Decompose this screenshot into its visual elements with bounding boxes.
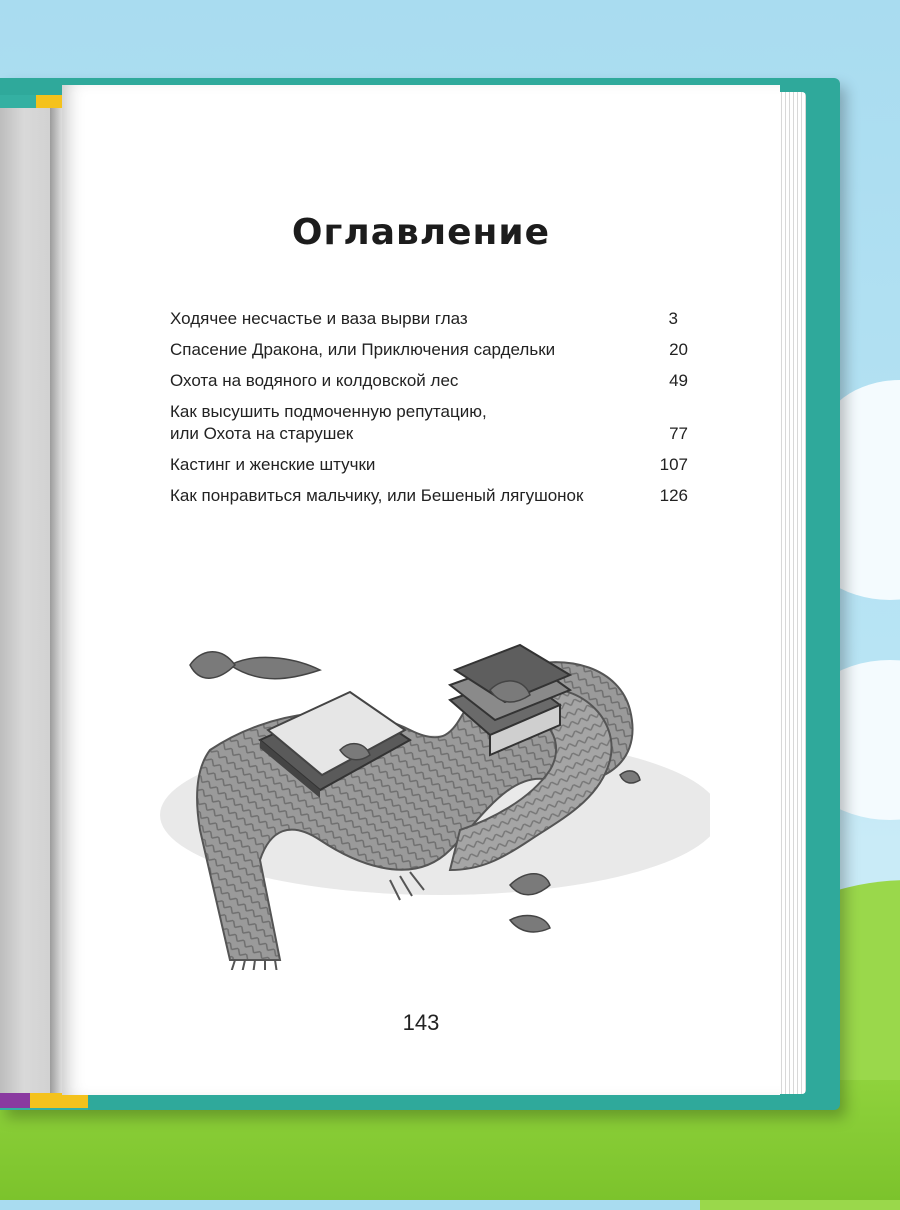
toc-entry-title: Спасение Дракона, или Приключения сардельки [170, 340, 556, 359]
toc-entry[interactable] [170, 308, 698, 330]
toc-entry-title: Кастинг и женские штучки [170, 455, 376, 474]
table-of-contents [170, 308, 698, 516]
toc-entry-page: 126 [659, 486, 688, 505]
toc-entry[interactable] [170, 339, 698, 361]
toc-entry[interactable] [170, 454, 698, 476]
toc-entry-page: 3 [668, 309, 678, 328]
toc-entry-title: Как понравиться мальчику, или Бешеный лягушонок [170, 486, 584, 505]
right-page [62, 85, 780, 1095]
toc-entry-title: Охота на водяного и колдовской лес [170, 371, 459, 390]
leaf [230, 657, 320, 678]
page-number: 143 [402, 1010, 440, 1035]
toc-entry[interactable] [170, 401, 698, 445]
toc-entry-page: 107 [659, 455, 688, 474]
toc-entry-title: Ходячее несчастье и ваза вырви глаз [170, 309, 468, 328]
scarf-books-illustration [150, 630, 710, 970]
toc-entry[interactable] [170, 370, 698, 392]
toc-entry-title: Как высушить подмоченную репутацию, [170, 402, 487, 421]
leaf [190, 652, 235, 678]
toc-entry-page: 77 [669, 424, 688, 443]
toc-entry[interactable] [170, 485, 698, 507]
leaf [510, 916, 550, 932]
toc-entry-title-line2: или Охота на старушек [170, 424, 354, 443]
toc-entry-page: 20 [669, 340, 688, 359]
page-title: Оглавление [291, 212, 551, 253]
toc-entry-page: 49 [669, 371, 688, 390]
